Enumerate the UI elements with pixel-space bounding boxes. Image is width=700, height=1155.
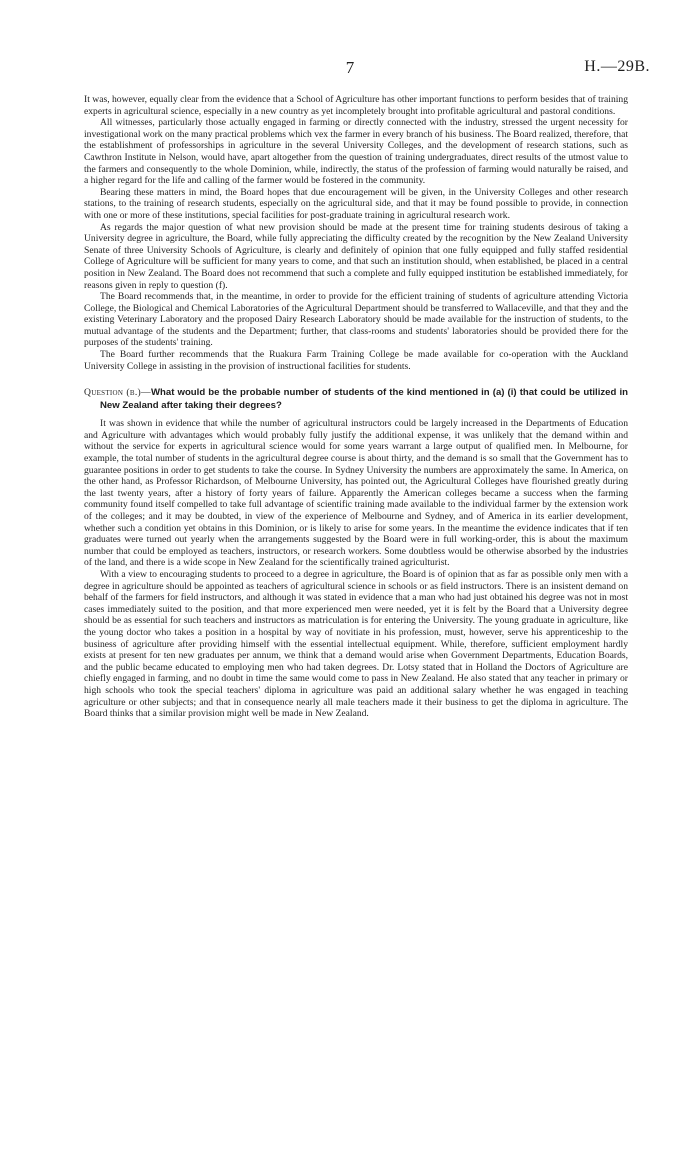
- body-text: [84, 94, 628, 720]
- document-reference: H.—29B.: [584, 58, 650, 75]
- paragraph: The Board further recommends that the Ruakura Farm Training College be made available for co-operation with the Auckland University College in assisting in the provision of instructional facilities for students.: [84, 349, 628, 372]
- page-number: 7: [345, 58, 355, 77]
- paragraph: Bearing these matters in mind, the Board hopes that due encouragement will be given, in the University Colleges and other research stations, to the training of research students, especially on the agricultural side, and that it may be found possible to provide, in connection with one or more of these institutions, special facilities for post-graduate training in agricultural research work.: [84, 186, 628, 221]
- paragraph: It was shown in evidence that while the number of agricultural instructors could be largely increased in the Departments of Education and Agriculture with advantages which would probably fully justify the additional expense, it was unlikely that the demand within and without the service for experts in agricultural science would for some years warrant a large output of qualified men. In Melbourne, for example, the total number of students in the agricultural degree course is about thirty, and the demand is so small that the Government has to guarantee positions in order to get students to take the course. In Sydney University the numbers are approximately the same. In America, on the other hand, as Professor Richardson, of Melbourne University, has pointed out, the Agricultural Colleges have flourished greatly during the last twenty years, after a history of forty years of failure. Apparently the American colleges became a success when the farming community found itself compelled to take full advantage of scientific training made available to the individual farmer by the extension work of the colleges; and it may be doubted, in view of the experience of Melbourne and Sydney, and of America in its earlier development, whether such a condition yet obtains in this Dominion, or is likely to arise for some years. In the meantime the evidence indicates that if ten graduates were turned out yearly when the arrangements suggested by the Board were in full working-order, this is about the maximum number that could be employed as teachers, instructors, or research workers. Some doubtless would be otherwise absorbed by the industries of the land, and there is a wide scope in New Zealand for the scientifically trained agriculturist.: [84, 418, 628, 569]
- question-text: What would be the probable number of students of the kind mentioned in (a) (i) that could be utilized in New Zealand after taking their degrees?: [100, 387, 628, 411]
- paragraph: It was, however, equally clear from the evidence that a School of Agriculture has other important functions to perform besides that of training experts in agricultural science, especially in a new country as yet incompletely brought into profitable agricultural and pastoral conditions.: [84, 94, 628, 117]
- question-heading: [84, 387, 628, 412]
- paragraph: As regards the major question of what new provision should be made at the present time for training students desirous of taking a University degree in agriculture, the Board, while fully appreciating the difficulty created by the recognition by the New Zealand University Senate of three University Schools of Agriculture, is clearly and definitely of opinion that one fully equipped and fully staffed residential College of Agriculture will be sufficient for many years to come, and that such an institution should, when established, be placed in a central position in New Zealand. The Board does not recommend that such a complete and fully equipped institution be established immediately, for reasons given in reply to question (f).: [84, 221, 628, 291]
- paragraph: All witnesses, particularly those actually engaged in farming or directly connected with the industry, stressed the urgent necessity for investigational work on the many practical problems which vex the farmer in every branch of his business. The Board realized, therefore, that the establishment of professorships in agriculture in the several University Colleges, and the development of research stations, such as Cawthron Institute in Nelson, would have, apart altogether from the question of training undergraduates, direct results of the utmost value to the farmers and consequently to the whole Dominion, while, indirectly, the status of the profession of farming would naturally be raised, and a higher regard for the life and calling of the farmer would be fostered in the community.: [84, 117, 628, 187]
- question-label: Question (b.)—: [84, 387, 151, 399]
- paragraph: With a view to encouraging students to proceed to a degree in agriculture, the Board is of opinion that as far as possible only men with a degree in agriculture should be appointed as teachers of agricultural science in schools or as field instructors. There is an insistent demand on behalf of the farmers for field instructors, and although it was stated in evidence that a man who had just obtained his degree was not in most cases immediately suited to the position, and that more experienced men were needed, yet it is felt by the Board that a University degree should be as essential for such teachers and instructors as matriculation is for entering the University. The young graduate in agriculture, like the young doctor who takes a position in a hospital by way of novitiate in his profession, must, however, serve his apprenticeship to the business of agriculture after providing himself with the essential intellectual equipment. While, therefore, sufficient employment hardly exists at present for ten new graduates per annum, we think that a demand would arise when Government Departments, Education Boards, and the public became educated to employing men who had taken degrees. Dr. Lotsy stated that in Holland the Doctors of Agriculture are chiefly engaged in farming, and no doubt in time the same would come to pass in New Zealand. He also stated that any teacher in primary or high schools who took the special teachers' diploma in agriculture was paid an additional salary whether he was engaged in teaching agriculture or other subjects; and that in consequence nearly all male teachers made it their business to get the diploma in agriculture. The Board thinks that a similar provision might well be made in New Zealand.: [84, 568, 628, 720]
- paragraph: The Board recommends that, in the meantime, in order to provide for the efficient training of students of agriculture attending Victoria College, the Biological and Chemical Laboratories of the Agricultural Department should be transferred to Wallaceville, and that they and the existing Veterinary Laboratory and the proposed Dairy Research Laboratory should be made available for the instruction of students, to the mutual advantage of the students and the Department; further, that class-rooms and students' laboratories should be provided there for the purposes of the students' training.: [84, 291, 628, 349]
